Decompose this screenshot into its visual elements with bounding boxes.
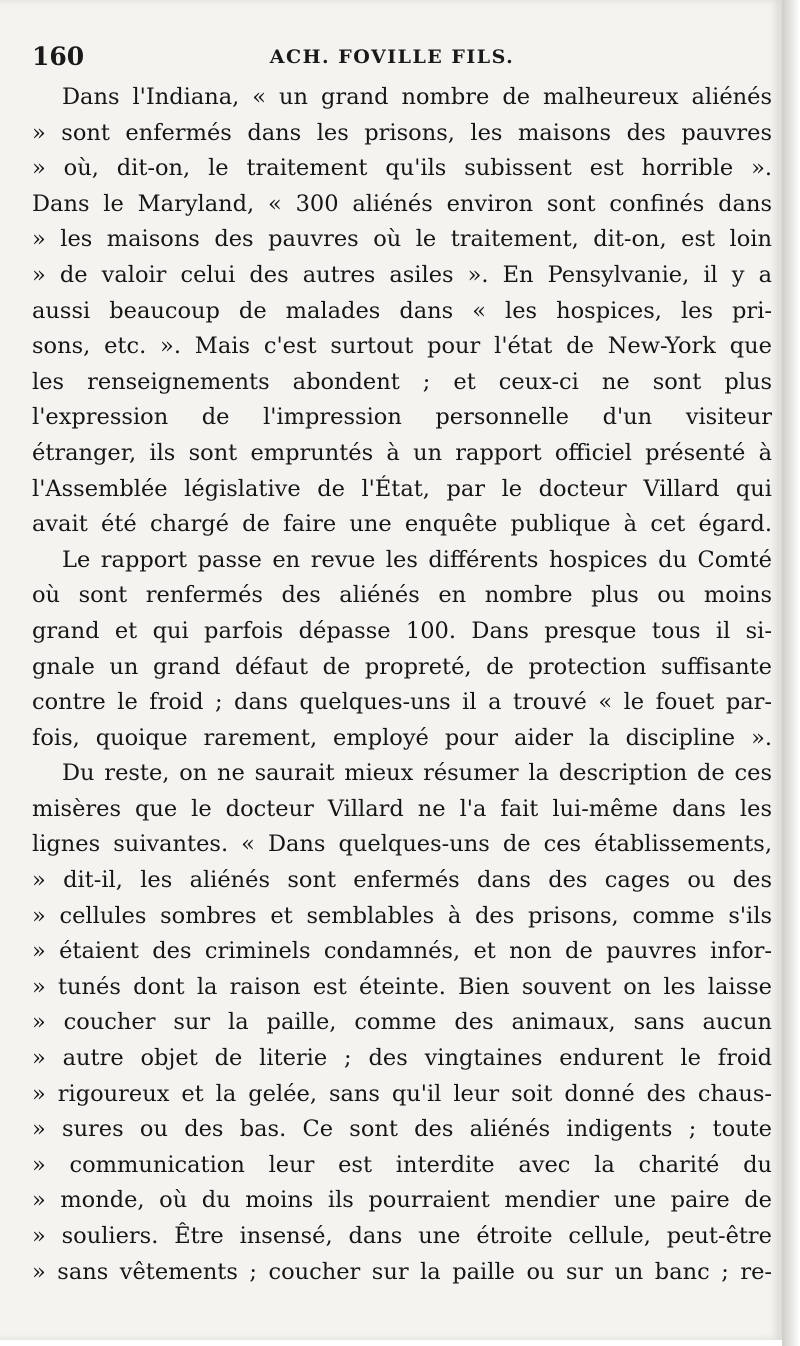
text-line: » dit-il, les aliénés sont enfermés dans des cages ou des (32, 867, 772, 894)
text-line: fois, quoique rarement, employé pour aider la discipline ». (32, 724, 772, 751)
text-line: où sont renfermés des aliénés en nombre plus ou moins (32, 582, 772, 609)
text-line: grand et qui parfois dépasse 100. Dans presque tous il si- (32, 617, 772, 644)
text-line: » cellules sombres et semblables à des prisons, comme s'ils (32, 902, 772, 929)
text-line: Du reste, on ne saurait mieux résumer la description de ces (62, 760, 772, 787)
text-line: » communication leur est interdite avec la charité du (32, 1151, 772, 1178)
text-line: Le rapport passe en revue les différents hospices du Comté (62, 546, 772, 573)
text-line: l'Assemblée législative de l'État, par le docteur Villard qui (32, 475, 772, 502)
text-line: » de valoir celui des autres asiles ». En Pensylvanie, il y a (32, 261, 772, 288)
text-line: » autre objet de literie ; des vingtaines endurent le froid (32, 1045, 772, 1072)
text-line: Dans l'Indiana, « un grand nombre de malheureux aliénés (62, 84, 772, 110)
text-line: avait été chargé de faire une enquête publique à cet égard. (32, 511, 772, 538)
text-line: » souliers. Être insensé, dans une étroite cellule, peut-être (32, 1223, 772, 1249)
text-line: » étaient des criminels condamnés, et non de pauvres infor- (32, 938, 772, 965)
text-line: » monde, où du moins ils pourraient mendier une paire de (32, 1187, 772, 1214)
text-line: contre le froid ; dans quelques-uns il a trouvé « le fouet par- (32, 689, 772, 716)
text-line: » où, dit-on, le traitement qu'ils subissent est horrible ». (32, 155, 772, 182)
text-line: » sures ou des bas. Ce sont des aliénés indigents ; toute (32, 1116, 772, 1143)
running-head: ACH. FOVILLE FILS. (269, 46, 515, 68)
text-line: » tunés dont la raison est éteinte. Bien souvent on les laisse (32, 973, 772, 1000)
text-line: » sont enfermés dans les prisons, les maisons des pauvres (32, 119, 772, 146)
text-line: l'expression de l'impression personnelle d'un visiteur (32, 404, 772, 431)
text-line: » rigoureux et la gelée, sans qu'il leur soit donné des chaus- (32, 1080, 772, 1107)
text-line: Dans le Maryland, « 300 aliénés environ sont confinés dans (32, 190, 772, 217)
text-line: lignes suivantes. « Dans quelques-uns de ces établissements, (32, 831, 772, 858)
text-line: aussi beaucoup de malades dans « les hospices, les pri- (32, 297, 772, 324)
page-number: 160 (32, 42, 85, 71)
page-edge (782, 0, 800, 1346)
body-text (32, 80, 772, 1290)
page-header (32, 42, 752, 76)
text-line: étranger, ils sont empruntés à un rapport officiel présenté à (32, 439, 772, 466)
text-line: » coucher sur la paille, comme des animaux, sans aucun (32, 1009, 772, 1036)
text-line: » les maisons des pauvres où le traitement, dit-on, est loin (32, 226, 772, 253)
text-line: sons, etc. ». Mais c'est surtout pour l'état de New-York que (32, 333, 772, 360)
text-line: » sans vêtements ; coucher sur la paille ou sur un banc ; re- (32, 1258, 772, 1285)
text-line: misères que le docteur Villard ne l'a fait lui-même dans les (32, 795, 772, 822)
text-line: les renseignements abondent ; et ceux-ci ne sont plus (32, 368, 772, 395)
text-line: gnale un grand défaut de propreté, de protection suffisante (32, 653, 772, 680)
